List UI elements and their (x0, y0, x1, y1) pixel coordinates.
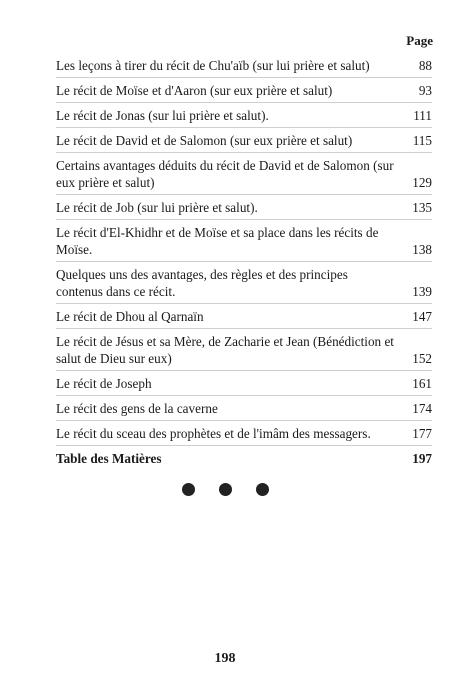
divider-dot (256, 483, 269, 496)
toc-entry (56, 329, 432, 371)
toc-entry-title: Le récit de Jésus et sa Mère, de Zacharie et Jean (Bénédiction et salut de Dieu sur eux) (56, 334, 394, 366)
section-divider-dots (0, 483, 450, 501)
toc-entry-page: 147 (412, 309, 432, 324)
toc-entry (56, 103, 432, 128)
divider-dot (219, 483, 232, 496)
toc-entry-page: 93 (418, 83, 432, 98)
toc-entry-title: Quelques uns des avantages, des règles et des principes contenus dans ce récit. (56, 267, 348, 299)
toc-entry-title: Le récit de Jonas (sur lui prière et salut). (56, 108, 269, 123)
toc-entry (56, 304, 432, 329)
toc-entry-title: Le récit d'El-Khidhr et de Moïse et sa place dans les récits de Moïse. (56, 225, 379, 257)
toc-entry (56, 396, 432, 421)
toc-entry (56, 195, 432, 220)
toc-entry-title: Les leçons à tirer du récit de Chu'aïb (sur lui prière et salut) (56, 58, 370, 73)
toc-entry-title: Le récit de David et de Salomon (sur eux prière et salut) (56, 133, 353, 148)
toc-entry-table-des-matieres (56, 446, 432, 470)
toc-entry (56, 421, 432, 446)
toc-entry-page: 111 (413, 108, 432, 123)
toc-entry-title: Table des Matières (56, 451, 162, 466)
toc-entry (56, 371, 432, 396)
toc-entry-title: Le récit des gens de la caverne (56, 401, 218, 416)
toc-entry-page: 197 (412, 451, 432, 466)
toc-entry-title: Le récit de Joseph (56, 376, 152, 391)
toc-entry-page: 161 (412, 376, 432, 391)
toc-entry-page: 115 (412, 133, 432, 148)
toc-entry-page: 135 (412, 200, 432, 215)
toc-entry-page: 129 (412, 175, 432, 190)
toc-entry-title: Le récit de Dhou al Qarnaïn (56, 309, 204, 324)
toc-entry (56, 220, 432, 262)
page-number: 198 (214, 651, 236, 666)
toc-entry-title: Le récit du sceau des prophètes et de l'imâm des messagers. (56, 426, 371, 441)
divider-dot (182, 483, 195, 496)
toc-entry-page: 174 (412, 401, 432, 416)
toc-entry-title: Le récit de Job (sur lui prière et salut). (56, 200, 258, 215)
toc-entry-page: 138 (412, 242, 432, 257)
toc-entry-title: Certains avantages déduits du récit de David et de Salomon (sur eux prière et salut) (56, 158, 394, 190)
toc-entry-page: 88 (418, 58, 432, 73)
toc-entry (56, 128, 432, 153)
toc-entry-title: Le récit de Moïse et d'Aaron (sur eux prière et salut) (56, 83, 333, 98)
toc-entry (56, 153, 432, 195)
toc-entry-page: 177 (412, 426, 432, 441)
toc-entry (56, 53, 432, 78)
toc-entry-page: 152 (412, 351, 432, 366)
toc-entry (56, 262, 432, 304)
toc-entry-page: 139 (412, 284, 432, 299)
toc-entry (56, 78, 432, 103)
table-of-contents (56, 53, 432, 470)
page-column-header: Page (406, 33, 433, 48)
